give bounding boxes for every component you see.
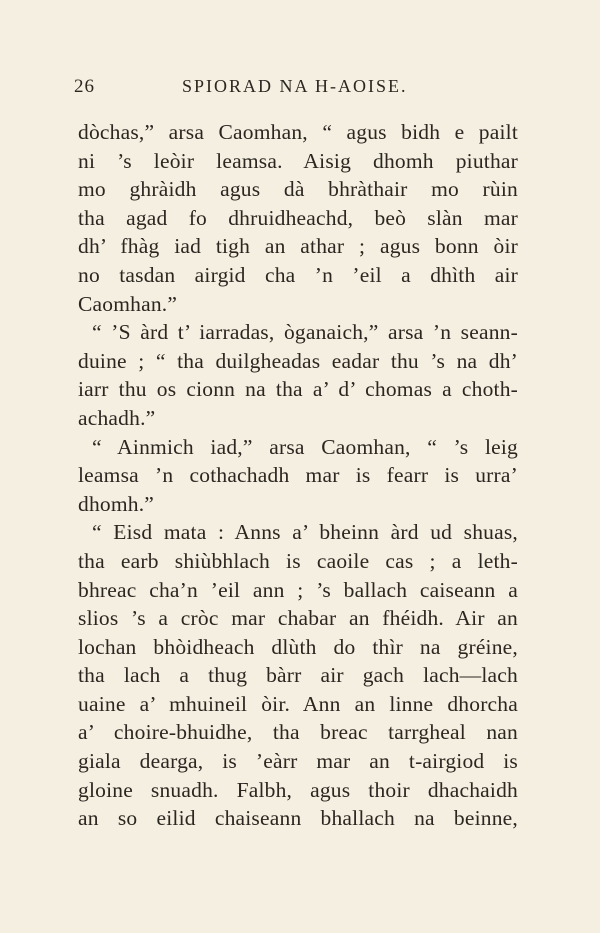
paragraph xyxy=(78,518,518,833)
text-line: giala dearga, is ’eàrr mar an t-airgiod is xyxy=(78,749,518,774)
text-line: uaine a’ mhuineil òir. Ann an linne dhorcha xyxy=(78,691,518,716)
text-line: Caomhan.” xyxy=(78,291,178,316)
page-number: 26 xyxy=(74,76,95,97)
paragraph xyxy=(78,433,518,519)
text-line: “ Ainmich iad,” arsa Caomhan, “ ’s leig xyxy=(92,434,518,459)
running-title: SPIORAD NA H-AOISE. xyxy=(182,76,408,96)
text-line: tha agad fo dhruidheachd, beò slàn mar xyxy=(78,205,518,230)
text-line: dòchas,” arsa Caomhan, “ agus bidh e pailt xyxy=(78,120,518,144)
text-line: gloine snuadh. Falbh, agus thoir dhachaidh xyxy=(78,777,518,802)
text-line: no tasdan airgid cha ’n ’eil a dhìth air xyxy=(78,262,518,287)
text-line: “ Eisd mata : Anns a’ bheinn àrd ud shuas, xyxy=(92,520,518,545)
text-line: dh’ fhàg iad tigh an athar ; agus bonn òir xyxy=(78,234,518,259)
text-line: ni ’s leòir leamsa. Aisig dhomh piuthar xyxy=(78,148,518,173)
text-line: leamsa ’n cothachadh mar is fearr is urra’ xyxy=(78,463,518,488)
text-line: slios ’s a cròc mar chabar an fhéidh. Air an xyxy=(78,606,518,631)
text-line: mo ghràidh agus dà bhràthair mo rùin xyxy=(78,177,518,202)
paragraph xyxy=(78,318,518,432)
text-line: bhreac cha’n ’eil ann ; ’s ballach caiseann a xyxy=(78,577,518,602)
text-line: tha lach a thug bàrr air gach lach—lach xyxy=(78,663,518,688)
text-line: duine ; “ tha duilgheadas eadar thu ’s na dh’ xyxy=(78,348,518,373)
text-line: an so eilid chaiseann bhallach na beinne, xyxy=(78,806,518,831)
text-line: dhomh.” xyxy=(78,491,155,516)
text-line: a’ choire-bhuidhe, tha breac tarrgheal nan xyxy=(78,720,518,745)
text-line: achadh.” xyxy=(78,405,156,430)
page-header xyxy=(74,76,520,106)
text-line: “ ’S àrd t’ iarradas, òganaich,” arsa ’n seann- xyxy=(92,320,518,345)
text-line: lochan bhòidheach dlùth do thìr na gréine, xyxy=(78,634,518,659)
text-line: iarr thu os cionn na tha a’ d’ chomas a choth- xyxy=(78,377,518,402)
text-line: tha earb shiùbhlach is caoile cas ; a leth- xyxy=(78,548,518,573)
body-text xyxy=(78,118,518,833)
paragraph xyxy=(78,118,518,318)
